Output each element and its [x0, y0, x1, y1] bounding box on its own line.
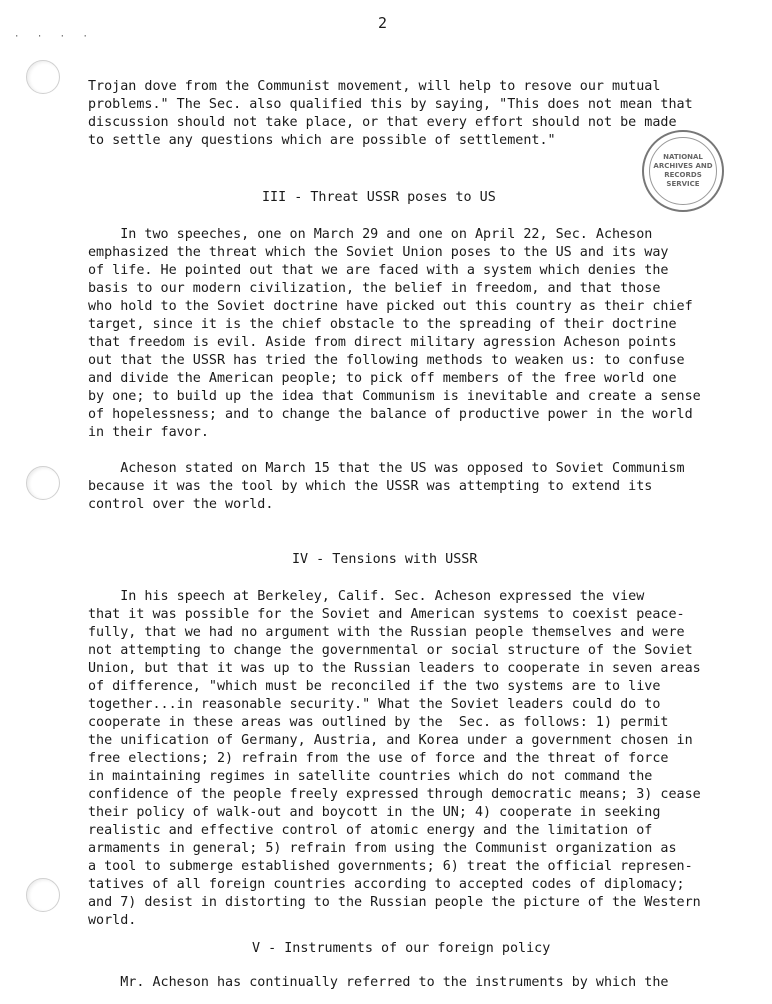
text-line: control over the world.	[88, 497, 274, 512]
stamp-line: ARCHIVES AND	[653, 162, 713, 170]
text-line: together...in reasonable security." What the Soviet leaders could do to	[88, 697, 661, 712]
text-line: tatives of all foreign countries according to accepted codes of diplomacy;	[88, 877, 685, 892]
text-line: in their favor.	[88, 425, 209, 440]
scan-specks: · · · ·	[14, 32, 94, 42]
text-line: Mr. Acheson has continually referred to the instruments by which the	[88, 975, 669, 990]
text-line: Acheson stated on March 15 that the US was opposed to Soviet Communism	[88, 461, 685, 476]
text-line: problems." The Sec. also qualified this by saying, "This does not mean that	[88, 97, 693, 112]
text-line: Union, but that it was up to the Russian leaders to cooperate in seven areas	[88, 661, 701, 676]
text-line: In two speeches, one on March 29 and one on April 22, Sec. Acheson	[88, 227, 653, 242]
text-line: basis to our modern civilization, the belief in freedom, and that those	[88, 281, 661, 296]
section-heading: V - Instruments of our foreign policy	[252, 941, 551, 956]
punch-hole-top	[26, 60, 60, 94]
text-line: the unification of Germany, Austria, and Korea under a government chosen in	[88, 733, 693, 748]
text-line: fully, that we had no argument with the Russian people themselves and were	[88, 625, 685, 640]
text-line: free elections; 2) refrain from the use of force and the threat of force	[88, 751, 669, 766]
page-number: 2	[378, 14, 388, 32]
text-line: to settle any questions which are possible of settlement."	[88, 133, 556, 148]
text-line: by one; to build up the idea that Communism is inevitable and create a sense	[88, 389, 701, 404]
text-line: world.	[88, 913, 137, 928]
stamp-line: SERVICE	[666, 180, 700, 188]
archives-stamp-inner	[649, 137, 717, 205]
text-line: In his speech at Berkeley, Calif. Sec. Acheson expressed the view	[88, 589, 645, 604]
text-line: because it was the tool by which the USSR was attempting to extend its	[88, 479, 653, 494]
text-line: emphasized the threat which the Soviet Union poses to the US and its way	[88, 245, 669, 260]
archives-stamp	[642, 130, 724, 212]
stamp-line: RECORDS	[664, 171, 702, 179]
text-line: armaments in general; 5) refrain from using the Communist organization as	[88, 841, 677, 856]
text-line: their policy of walk-out and boycott in the UN; 4) cooperate in seeking	[88, 805, 661, 820]
text-line: confidence of the people freely expressed through democratic means; 3) cease	[88, 787, 701, 802]
text-line: not attempting to change the governmental or social structure of the Soviet	[88, 643, 693, 658]
text-line: and 7) desist in distorting to the Russian people the picture of the Western	[88, 895, 701, 910]
text-line: who hold to the Soviet doctrine have picked out this country as their chief	[88, 299, 693, 314]
text-line: a tool to submerge established governments; 6) treat the official represen-	[88, 859, 693, 874]
text-line: Trojan dove from the Communist movement, will help to resove our mutual	[88, 79, 661, 94]
text-line: in maintaining regimes in satellite countries which do not command the	[88, 769, 653, 784]
punch-hole-bottom	[26, 878, 60, 912]
text-line: cooperate in these areas was outlined by the Sec. as follows: 1) permit	[88, 715, 669, 730]
text-line: of difference, "which must be reconciled if the two systems are to live	[88, 679, 661, 694]
text-line: discussion should not take place, or that every effort should not be made	[88, 115, 677, 130]
text-line: realistic and effective control of atomic energy and the limitation of	[88, 823, 653, 838]
text-line: out that the USSR has tried the following methods to weaken us: to confuse	[88, 353, 685, 368]
punch-hole-middle	[26, 466, 60, 500]
text-line: target, since it is the chief obstacle to the spreading of their doctrine	[88, 317, 677, 332]
text-line: that freedom is evil. Aside from direct military agression Acheson points	[88, 335, 677, 350]
text-line: of hopelessness; and to change the balance of productive power in the world	[88, 407, 693, 422]
text-line: that it was possible for the Soviet and American systems to coexist peace-	[88, 607, 685, 622]
text-line: and divide the American people; to pick off members of the free world one	[88, 371, 677, 386]
section-heading: IV - Tensions with USSR	[292, 552, 478, 567]
text-line: of life. He pointed out that we are faced with a system which denies the	[88, 263, 669, 278]
section-heading: III - Threat USSR poses to US	[262, 190, 496, 205]
stamp-line: NATIONAL	[663, 153, 703, 161]
